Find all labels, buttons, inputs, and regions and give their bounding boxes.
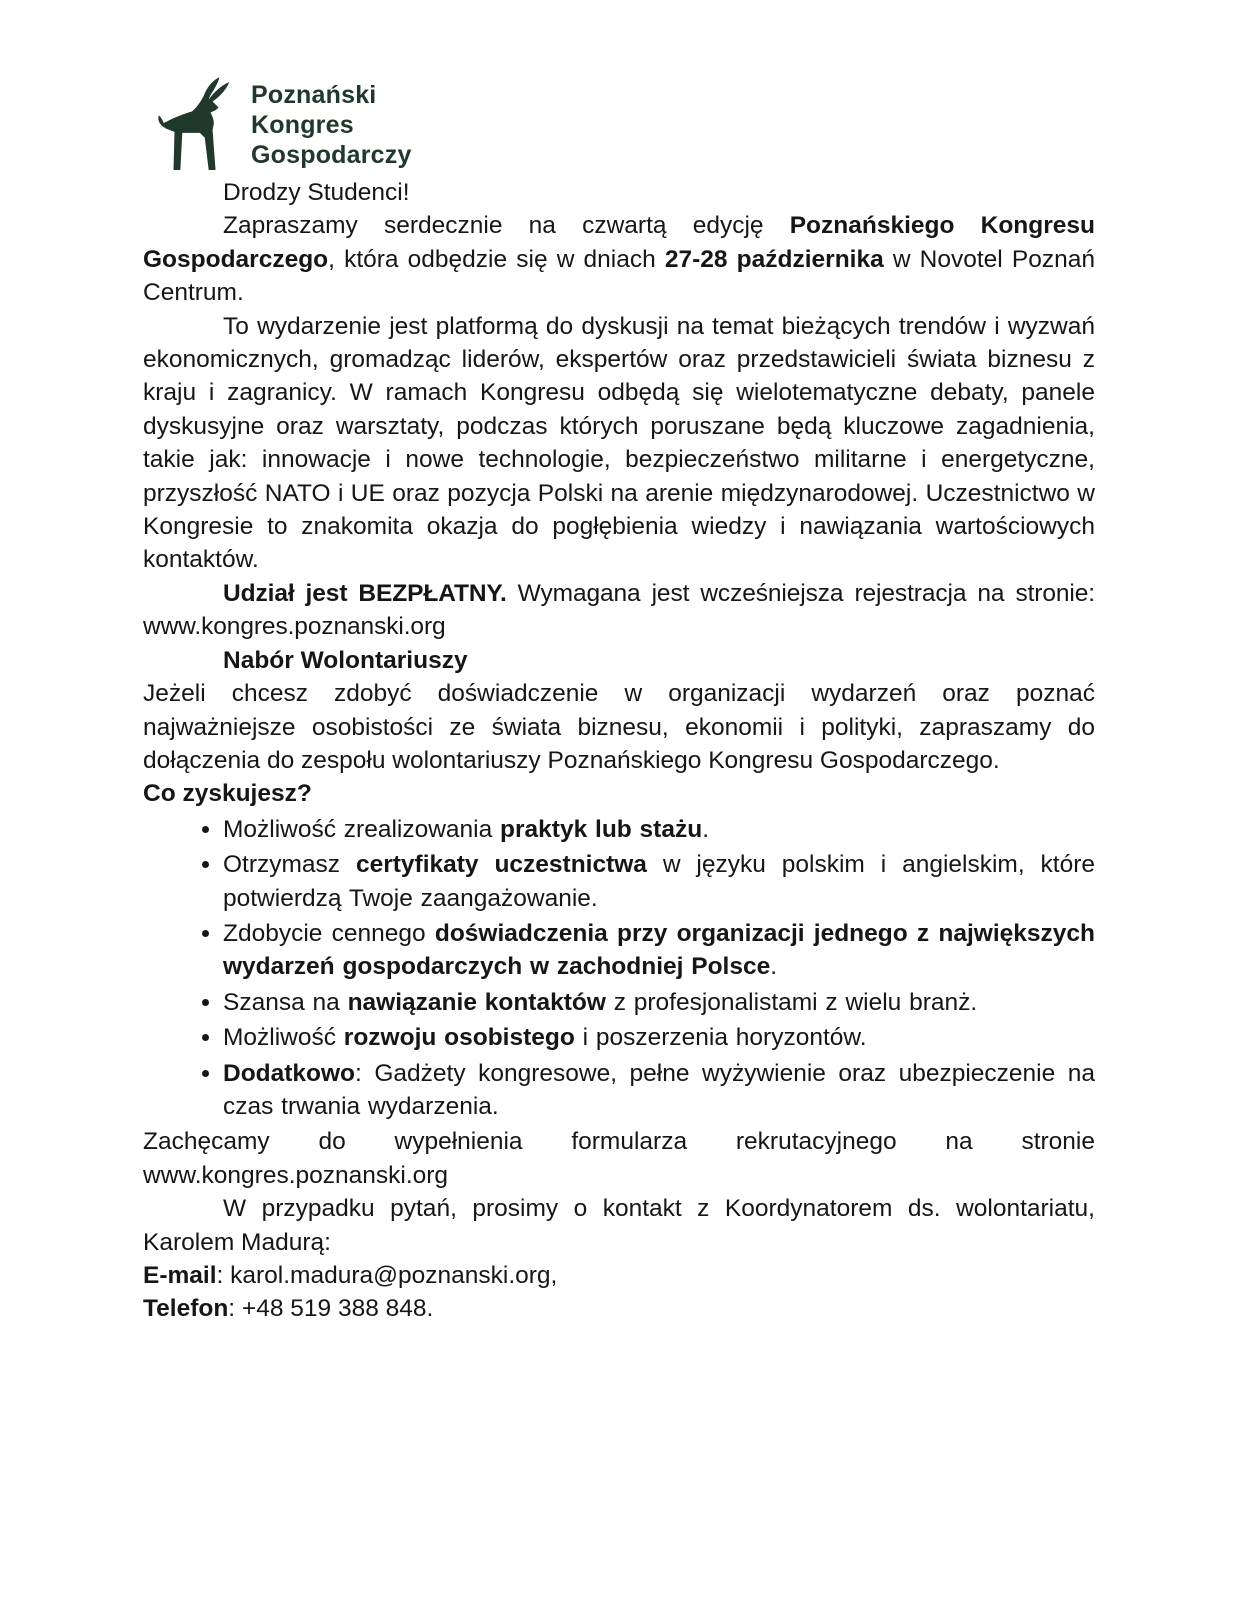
letter-content <box>143 0 1095 1326</box>
paragraph-free-registration: Udział jest BEZPŁATNY. Wymagana jest wcześniejsza rejestracja na stronie: www.kongres.poznanski.org <box>143 579 1095 641</box>
paragraph-invitation: Zapraszamy serdecznie na czwartą edycję Poznańskiego Kongresu Gospodarczego, która odbędzie się w dniach 27-28 października w Novotel Poznań Centrum. <box>143 212 1095 307</box>
heading-volunteer-recruitment: Nabór Wolontariuszy <box>223 646 468 674</box>
paragraph-volunteers: Jeżeli chcesz zdobyć doświadczenie w organizacji wydarzeń oraz poznać najważniejsze osobistości ze świata biznesu, ekonomii i polityki, zapraszamy do dołączenia do zespołu wolontariuszy Poznańskiego Kongresu Gospodarczego. <box>143 680 1095 774</box>
logo-title <box>251 80 412 170</box>
paragraph-about-event: To wydarzenie jest platformą do dyskusji na temat bieżących trendów i wyzwań ekonomicznych, gromadząc liderów, ekspertów oraz przedstawicieli świata biznesu z kraju i zagranicy. W ramach Kongresu odbędą się wielotematyczne debaty, panele dyskusyjne oraz warsztaty, podczas których poruszane będą kluczowe zagadnienia, takie jak: innowacje i nowe technologie, bezpieczeństwo militarne i energetyczne, przyszłość NATO i UE oraz pozycja Polski na arenie międzynarodowej. Uczestnictwo w Kongresie to znakomita okazja do pogłębienia wiedzy i nawiązania wartościowych kontaktów. <box>143 312 1095 574</box>
paragraph-recruitment-form: Zachęcamy do wypełnienia formularza rekrutacyjnego na stronie www.kongres.poznanski.org <box>143 1128 1095 1189</box>
benefit-item-experience: • Zdobycie cennego doświadczenia przy organizacji jednego z największych wydarzeń gospodarczych w zachodniej Polsce. <box>223 917 1095 984</box>
logo <box>152 76 1095 176</box>
contact-phone-line: Telefon: +48 519 388 848. <box>143 1295 434 1323</box>
logo-title-line-1: Poznański <box>251 81 377 109</box>
logo-title-line-2: Kongres <box>251 111 354 139</box>
heading-benefits: Co zyskujesz? <box>143 780 312 808</box>
benefit-item-personal-growth: • Możliwość rozwoju osobistego i poszerzenia horyzontów. <box>223 1021 1095 1054</box>
benefit-item-certificates: • Otrzymasz certyfikaty uczestnictwa w języku polskim i angielskim, które potwierdzą Twoje zaangażowanie. <box>223 848 1095 915</box>
logo-title-line-3: Gospodarczy <box>251 141 412 169</box>
benefits-list <box>143 813 1095 1124</box>
paragraph-contact: W przypadku pytań, prosimy o kontakt z Koordynatorem ds. wolontariatu, Karolem Madurą: <box>143 1195 1095 1256</box>
benefit-item-extras: • Dodatkowo: Gadżety kongresowe, pełne wyżywienie oraz ubezpieczenie na czas trwania wydarzenia. <box>223 1057 1095 1124</box>
contact-email-line: E-mail: karol.madura@poznanski.org, <box>143 1262 558 1289</box>
salutation: Drodzy Studenci! <box>223 179 410 206</box>
benefit-item-internship: • Możliwość zrealizowania praktyk lub stażu. <box>223 813 1095 846</box>
ibex-goat-icon <box>152 76 238 183</box>
benefit-item-networking: • Szansa na nawiązanie kontaktów z profesjonalistami z wielu branż. <box>223 986 1095 1019</box>
